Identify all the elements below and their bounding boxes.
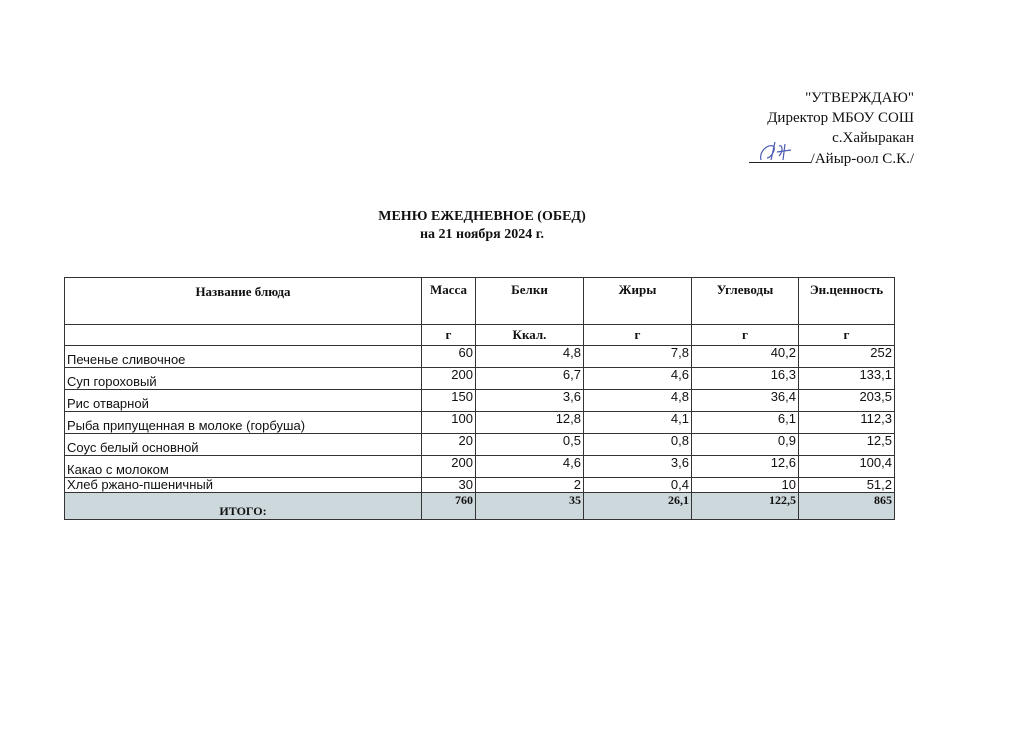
cell-dish-name: Рыба припущенная в молоке (горбуша) [65, 412, 422, 434]
cell-fat: 3,6 [584, 456, 692, 478]
cell-protein: 4,6 [476, 456, 584, 478]
cell-fat: 0,8 [584, 434, 692, 456]
cell-energy: 252 [799, 346, 895, 368]
cell-mass: 60 [422, 346, 476, 368]
header-energy: Эн.ценность [799, 278, 895, 325]
cell-carbs: 12,6 [692, 456, 799, 478]
cell-mass: 150 [422, 390, 476, 412]
cell-dish-name: Рис отварной [65, 390, 422, 412]
total-protein: 35 [476, 493, 584, 520]
cell-dish-name: Суп гороховый [65, 368, 422, 390]
cell-fat: 0,4 [584, 478, 692, 493]
table-row [65, 456, 895, 478]
cell-carbs: 16,3 [692, 368, 799, 390]
cell-dish-name: Печенье сливочное [65, 346, 422, 368]
table-row [65, 390, 895, 412]
cell-protein: 2 [476, 478, 584, 493]
approval-position: Директор МБОУ СОШ [767, 110, 914, 126]
unit-mass: г [422, 325, 476, 346]
cell-dish-name: Хлеб ржано-пшеничный [65, 478, 422, 493]
cell-protein: 3,6 [476, 390, 584, 412]
table-row [65, 434, 895, 456]
cell-energy: 112,3 [799, 412, 895, 434]
table-row [65, 368, 895, 390]
cell-dish-name: Соус белый основной [65, 434, 422, 456]
cell-dish-name: Какао с молоком [65, 456, 422, 478]
cell-mass: 100 [422, 412, 476, 434]
table-row [65, 478, 895, 493]
header-carbs: Углеводы [692, 278, 799, 325]
cell-carbs: 36,4 [692, 390, 799, 412]
title-date: на 21 ноября 2024 г. [419, 227, 545, 242]
approval-heading: "УТВЕРЖДАЮ" [805, 90, 914, 106]
table-row [65, 346, 895, 368]
header-fat: Жиры [584, 278, 692, 325]
cell-fat: 7,8 [584, 346, 692, 368]
total-row [65, 493, 895, 520]
total-label: ИТОГО: [65, 493, 422, 520]
cell-energy: 203,5 [799, 390, 895, 412]
cell-carbs: 6,1 [692, 412, 799, 434]
cell-protein: 6,7 [476, 368, 584, 390]
signature [749, 148, 811, 163]
cell-carbs: 10 [692, 478, 799, 493]
cell-carbs: 40,2 [692, 346, 799, 368]
total-mass: 760 [422, 493, 476, 520]
approval-block [749, 88, 914, 169]
cell-energy: 100,4 [799, 456, 895, 478]
approval-signer: /Айыр-оол С.К./ [810, 151, 914, 167]
units-row [65, 325, 895, 346]
header-name: Название блюда [65, 278, 422, 325]
table-row [65, 412, 895, 434]
header-protein: Белки [476, 278, 584, 325]
cell-mass: 200 [422, 368, 476, 390]
cell-mass: 30 [422, 478, 476, 493]
cell-protein: 0,5 [476, 434, 584, 456]
cell-fat: 4,6 [584, 368, 692, 390]
cell-mass: 20 [422, 434, 476, 456]
cell-protein: 4,8 [476, 346, 584, 368]
header-row [65, 278, 895, 325]
cell-protein: 12,8 [476, 412, 584, 434]
header-mass: Масса [422, 278, 476, 325]
title-main: МЕНЮ ЕЖЕДНЕВНОЕ (ОБЕД) [378, 209, 586, 224]
cell-carbs: 0,9 [692, 434, 799, 456]
cell-energy: 133,1 [799, 368, 895, 390]
total-carbs: 122,5 [692, 493, 799, 520]
unit-carbs: г [692, 325, 799, 346]
total-energy: 865 [799, 493, 895, 520]
approval-village: с.Хайыракан [832, 130, 914, 146]
cell-fat: 4,8 [584, 390, 692, 412]
unit-protein: Ккал. [476, 325, 584, 346]
menu-table [64, 277, 895, 520]
cell-fat: 4,1 [584, 412, 692, 434]
cell-energy: 12,5 [799, 434, 895, 456]
cell-energy: 51,2 [799, 478, 895, 493]
cell-mass: 200 [422, 456, 476, 478]
unit-fat: г [584, 325, 692, 346]
document-title [0, 208, 1024, 244]
unit-name [65, 325, 422, 346]
total-fat: 26,1 [584, 493, 692, 520]
unit-energy: г [799, 325, 895, 346]
